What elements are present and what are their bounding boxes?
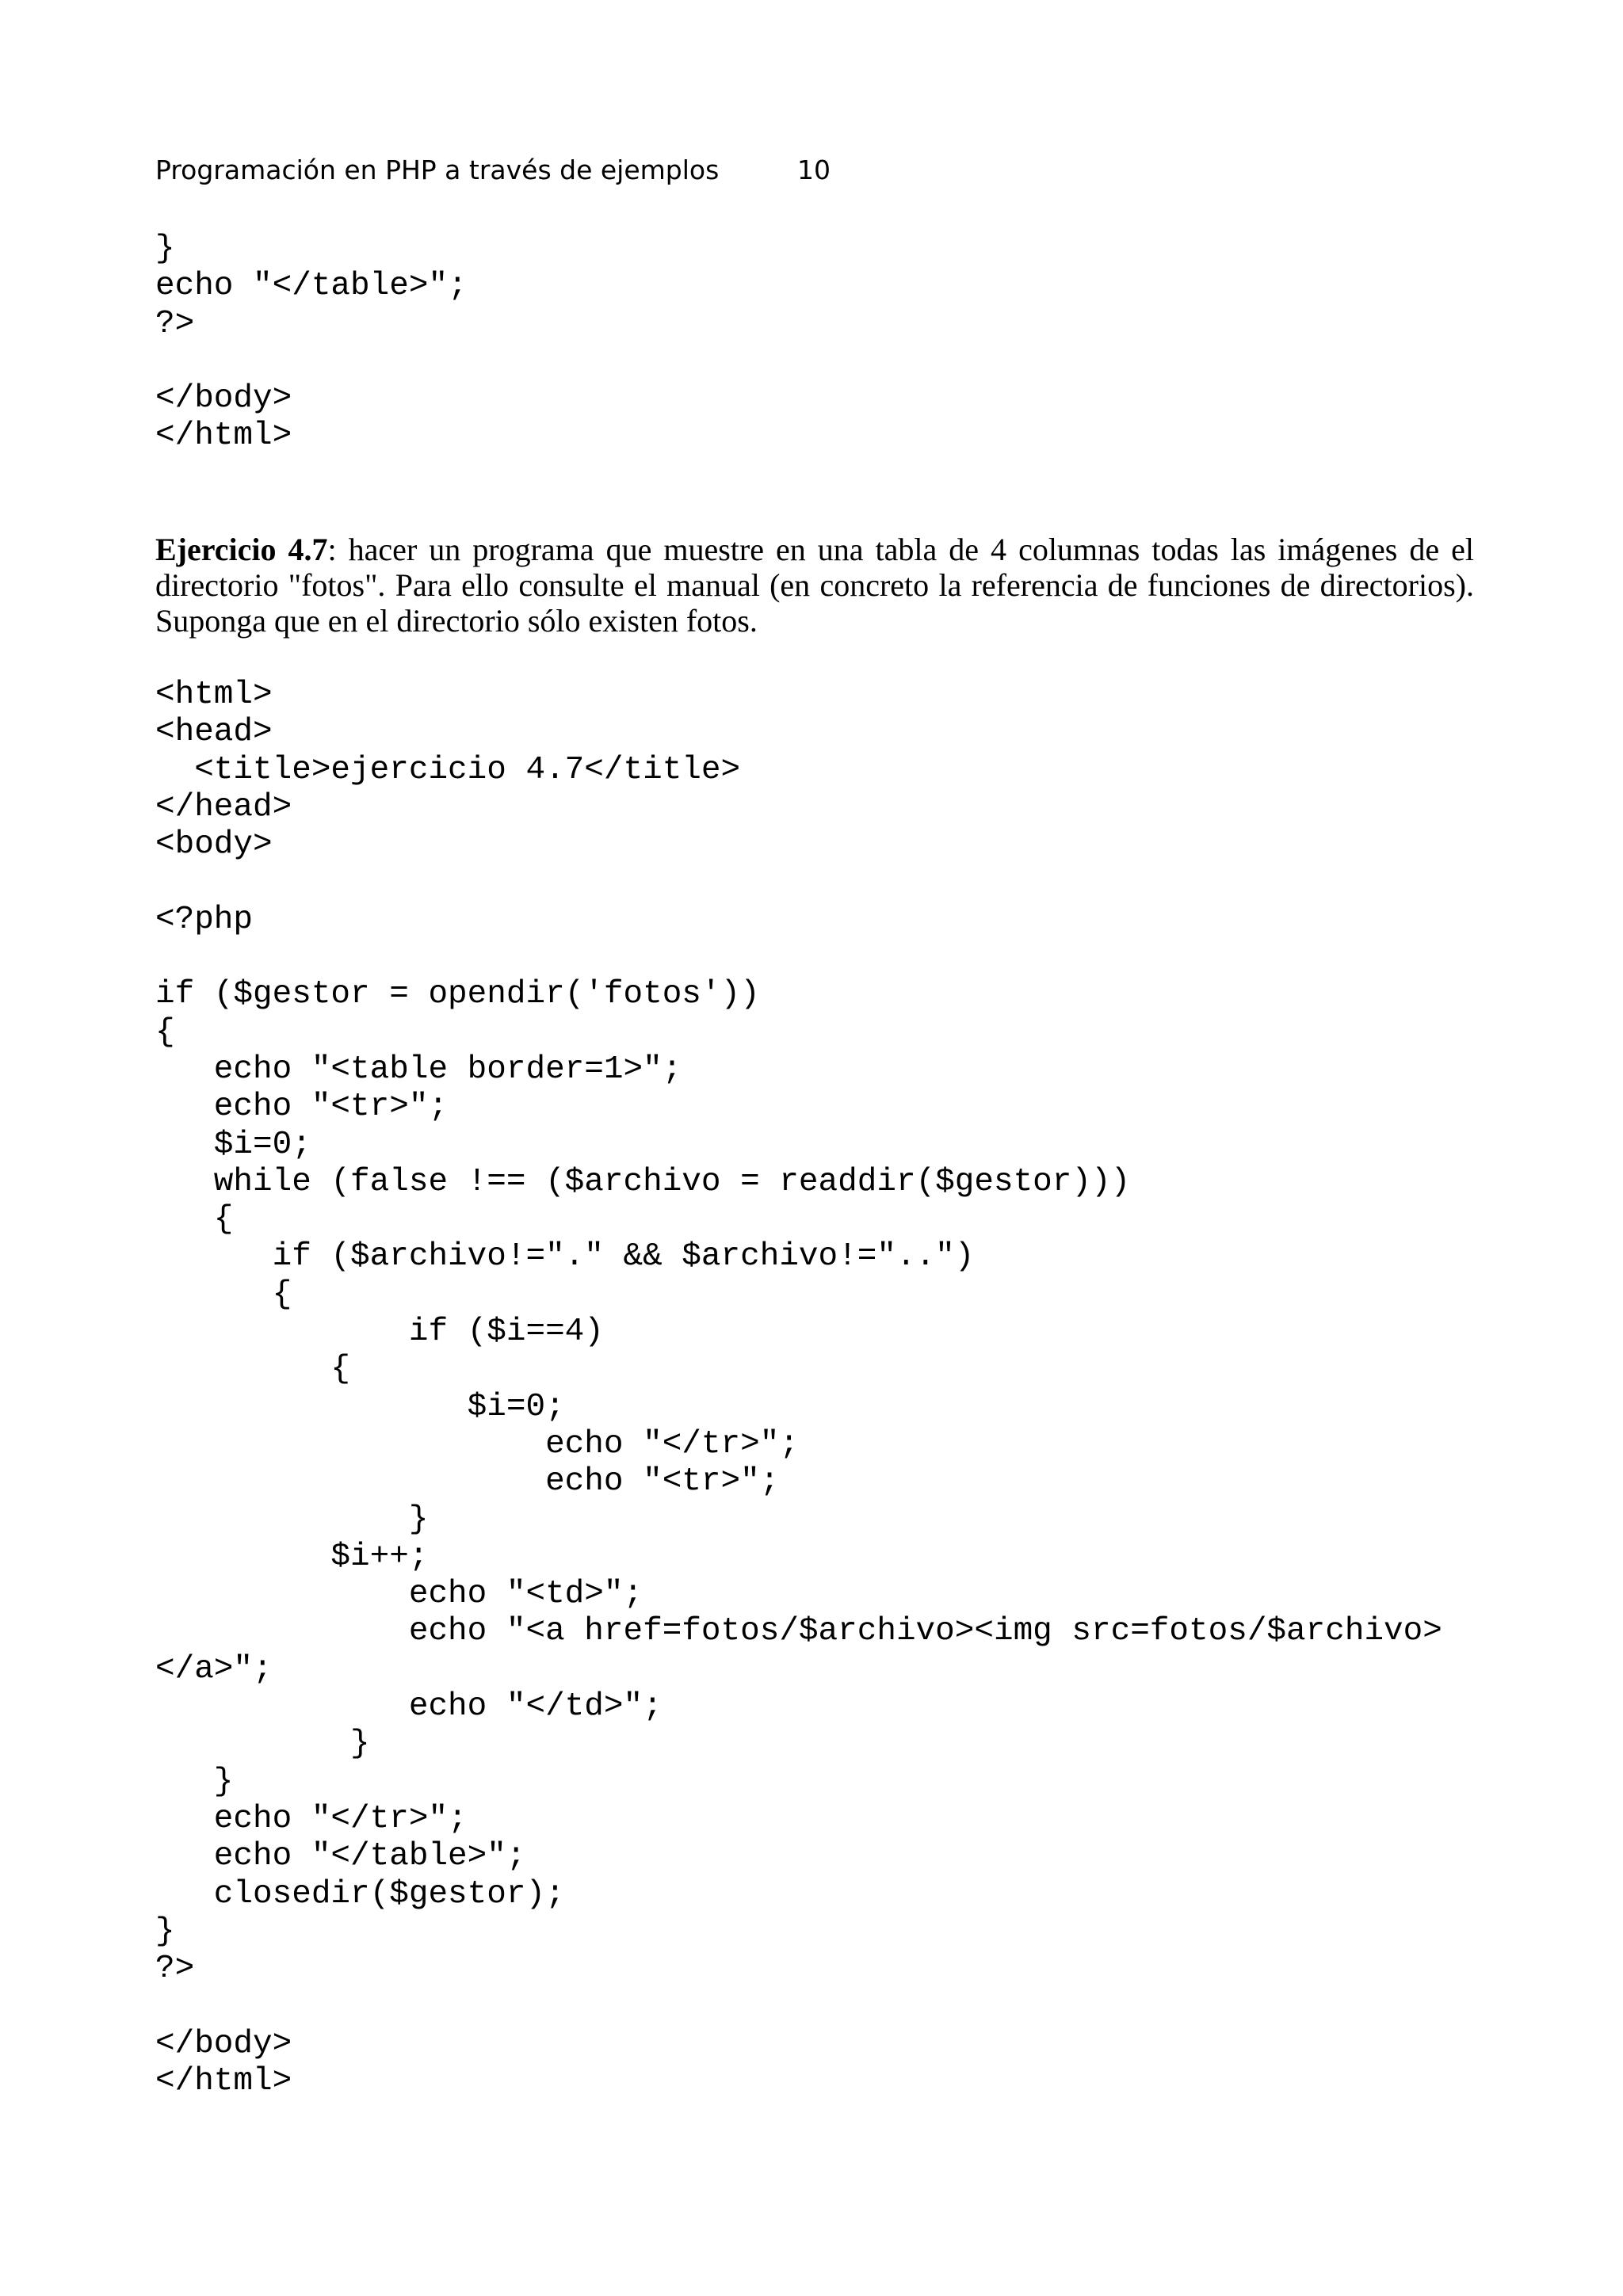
code-block-continuation: } echo "</table>"; ?> </body> </html> — [155, 231, 468, 455]
exercise-label: Ejercicio 4.7 — [155, 532, 328, 567]
code-block-exercise: <html> <head> <title>ejercicio 4.7</title> </head> <body> <?php if ($gestor = opendir('fotos')) { echo "<table border=1>"; echo "<tr>"; $i=0; while (false !== ($archivo = readdir($gestor))) { if ($archivo!="." && $archivo!="..") { if ($i==4) { $i=0; echo "</tr>"; echo "<tr>"; } $i++; echo "<td>"; echo "<a href=fotos/$archivo><img src=fotos/$archivo> </a>"; echo "</td>"; } } echo "</tr>"; echo "</table>"; closedir($gestor); } ?> </body> </html> — [155, 677, 1442, 2100]
exercise-text: : hacer un programa que muestre en una tabla de 4 columnas todas las imágenes de el directorio "fotos". Para ello consulte el manual (en concreto la referencia de funciones de directorios). Suponga que en el directorio sólo existen fotos. — [155, 532, 1474, 639]
page-number: 10 — [797, 154, 831, 185]
header-title: Programación en PHP a través de ejemplos — [155, 154, 720, 185]
exercise-statement — [155, 532, 1474, 639]
